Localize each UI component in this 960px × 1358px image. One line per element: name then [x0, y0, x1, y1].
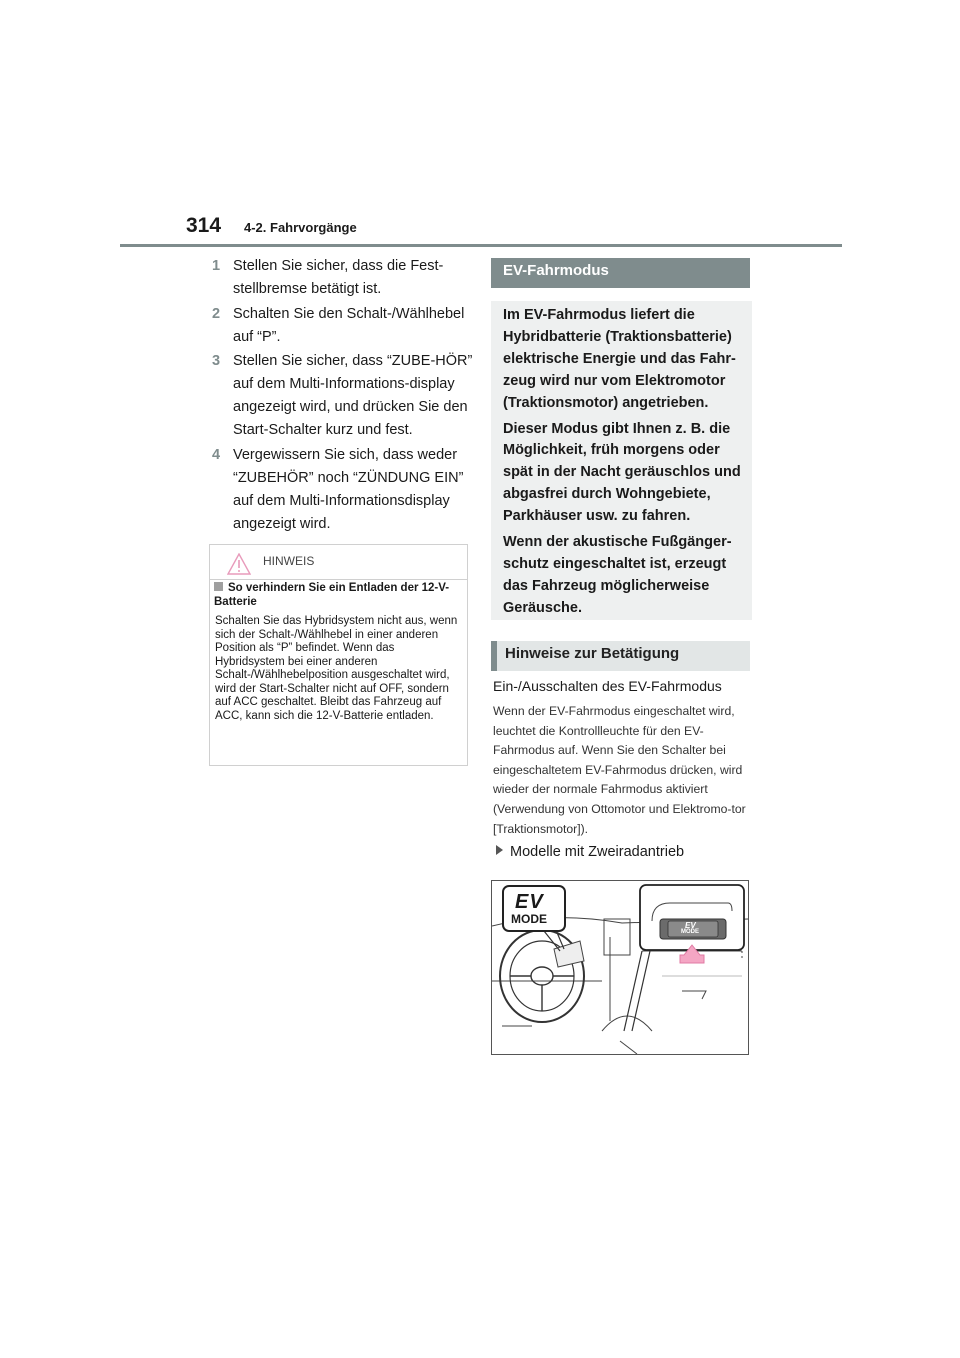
ev-intro-text [503, 303, 743, 620]
ev-badge-mode-text: MODE [511, 912, 547, 926]
step-text: Schalten Sie den Schalt-/Wählhebel auf “P”. [233, 306, 465, 345]
ev-intro-box [491, 301, 752, 620]
ev-badge-ev-text: EV [515, 891, 544, 913]
step-number: 3 [212, 353, 221, 369]
step-item [212, 444, 474, 536]
step-number: 1 [212, 258, 221, 274]
step-item [212, 255, 474, 301]
notice-subtitle [214, 581, 459, 609]
triangle-bullet-icon [496, 845, 503, 855]
step-text: Stellen Sie sicher, dass die Fest-stellbremse betätigt ist. [233, 258, 444, 297]
operation-heading [491, 641, 750, 671]
dashboard-illustration [491, 880, 749, 1055]
square-bullet-icon [214, 582, 223, 591]
ev-button-mode-text: MODE [681, 929, 699, 935]
notice-body: Schalten Sie das Hybridsystem nicht aus, wenn sich der Schalt-/Wählhebel in einer anderen Position als “P” befindet. Wenn das Hybridsystem bei einer anderen Schalt-/Wählhebelposition ausgeschaltet wird, wird der Start-Schalter nicht auf OFF, sondern auf ACC geschaltet. Bleibt das Fahrzeug auf ACC, kann sich die 12-V-Batterie entladen. [215, 615, 458, 722]
toggle-title: Ein-/Ausschalten des EV-Fahrmodus [493, 678, 722, 694]
section-title: 4-2. Fahrvorgänge [244, 220, 357, 235]
notice-box [209, 544, 468, 766]
toggle-body: Wenn der EV-Fahrmodus eingeschaltet wird, leuchtet die Kontrollleuchte für den EV-Fahrmodus auf. Wenn Sie den Schalter bei eingeschaltetem EV-Fahrmodus drücken, wird wieder der normale Fahrmodus aktiviert (Verwendung von Ottomotor und Elektromo-tor [Traktionsmotor]). [493, 704, 746, 836]
step-number: 2 [212, 306, 221, 322]
header-rule [120, 244, 842, 247]
step-text: Vergewissern Sie sich, dass weder “ZUBEHÖR” noch “ZÜNDUNG EIN” auf dem Multi-Informationsdisplay angezeigt wird. [233, 447, 464, 532]
notice-subtitle-text: So verhindern Sie ein Entladen der 12-V-Batterie [214, 582, 450, 608]
ev-intro-paragraph: Wenn der akustische Fußgänger-schutz eingeschaltet ist, erzeugt das Fahrzeug möglicherweise Geräusche. [503, 534, 732, 616]
notice-header [210, 545, 467, 580]
model-label [496, 844, 684, 860]
step-number: 4 [212, 447, 221, 463]
ev-intro-paragraph: Im EV-Fahrmodus liefert die Hybridbatterie (Traktionsbatterie) elektrische Energie und das Fahr-zeug wird nur vom Elektromotor (Traktionsmotor) angetrieben. [503, 307, 736, 411]
page-number: 314 [186, 214, 222, 237]
warning-icon [227, 553, 251, 575]
step-item [212, 350, 474, 442]
step-text: Stellen Sie sicher, dass “ZUBE-HÖR” auf dem Multi-Informations-display angezeigt wird, und drücken Sie den Start-Schalter kurz und fest. [233, 353, 473, 438]
model-label-text: Modelle mit Zweiradantrieb [510, 844, 685, 860]
ev-intro-paragraph: Dieser Modus gibt Ihnen z. B. die Möglichkeit, früh morgens oder spät in der Nacht geräuschlos und abgasfrei durch Wohngebiete, Parkhäuser usw. zu fahren. [503, 420, 741, 525]
step-item [212, 303, 474, 349]
ev-button-ev-text: EV [685, 921, 696, 930]
notice-label: HINWEIS [263, 554, 315, 568]
operation-heading-text: Hinweise zur Betätigung [505, 645, 680, 662]
ev-mode-heading [491, 258, 750, 288]
ev-mode-heading-text: EV-Fahrmodus [503, 262, 609, 279]
